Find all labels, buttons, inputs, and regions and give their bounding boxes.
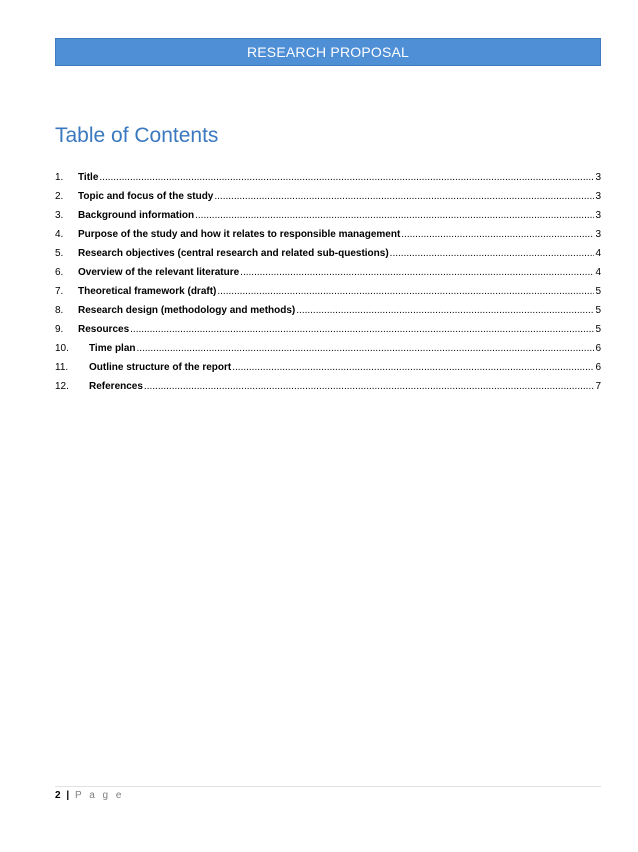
toc-entry-label[interactable]: Overview of the relevant literature	[78, 267, 240, 278]
toc-list	[55, 172, 601, 400]
toc-entry-page: 3	[595, 229, 601, 240]
footer-separator: |	[66, 790, 70, 801]
toc-entry-time-plan[interactable]	[55, 343, 601, 362]
toc-leader-dots	[195, 210, 594, 221]
toc-entry-title[interactable]	[55, 172, 601, 191]
toc-entry-background[interactable]	[55, 210, 601, 229]
toc-leader-dots	[144, 381, 595, 392]
footer-page-label: P a g e	[74, 790, 124, 801]
toc-entry-framework[interactable]	[55, 286, 601, 305]
toc-entry-page: 7	[595, 381, 601, 392]
toc-entry-label[interactable]: Topic and focus of the study	[78, 191, 214, 202]
toc-entry-number: 11.	[55, 362, 69, 373]
footer-page-number: 2	[55, 790, 61, 801]
toc-entry-number: 1.	[55, 172, 64, 183]
toc-entry-literature[interactable]	[55, 267, 601, 286]
toc-entry-number: 9.	[55, 324, 64, 335]
toc-entry-label[interactable]: Research objectives (central research and related sub-questions)	[78, 248, 389, 259]
toc-entry-label[interactable]: Resources	[78, 324, 130, 335]
toc-entry-page: 4	[595, 248, 601, 259]
toc-leader-dots	[240, 267, 594, 278]
footer-divider	[55, 786, 601, 787]
toc-entry-page: 3	[595, 191, 601, 202]
toc-entry-label[interactable]: Purpose of the study and how it relates to responsible management	[78, 229, 401, 240]
toc-entry-page: 6	[595, 343, 601, 354]
toc-leader-dots	[130, 324, 594, 335]
toc-entry-label[interactable]: References	[89, 381, 143, 392]
toc-leader-dots	[99, 172, 594, 183]
toc-leader-dots	[296, 305, 594, 316]
toc-entry-design[interactable]	[55, 305, 601, 324]
toc-entry-number: 12.	[55, 381, 69, 392]
toc-entry-page: 5	[595, 324, 601, 335]
toc-entry-number: 10.	[55, 343, 69, 354]
toc-entry-label[interactable]: Theoretical framework (draft)	[78, 286, 217, 297]
toc-leader-dots	[232, 362, 594, 373]
toc-entry-label[interactable]: Title	[78, 172, 99, 183]
toc-entry-label[interactable]: Time plan	[89, 343, 136, 354]
toc-entry-number: 2.	[55, 191, 64, 202]
toc-entry-page: 6	[595, 362, 601, 373]
toc-entry-page: 5	[595, 305, 601, 316]
toc-entry-references[interactable]	[55, 381, 601, 400]
toc-entry-number: 8.	[55, 305, 64, 316]
toc-leader-dots	[137, 343, 595, 354]
toc-entry-page: 3	[595, 172, 601, 183]
toc-entry-page: 3	[595, 210, 601, 221]
toc-entry-number: 6.	[55, 267, 64, 278]
toc-entry-label[interactable]: Background information	[78, 210, 195, 221]
toc-heading: Table of Contents	[55, 124, 219, 147]
toc-entry-purpose[interactable]	[55, 229, 601, 248]
page-footer	[55, 790, 124, 801]
header-title: RESEARCH PROPOSAL	[246, 44, 410, 60]
toc-entry-number: 3.	[55, 210, 64, 221]
header-bar	[55, 38, 601, 66]
toc-entry-number: 5.	[55, 248, 64, 259]
toc-leader-dots	[217, 286, 594, 297]
toc-entry-topic[interactable]	[55, 191, 601, 210]
toc-leader-dots	[390, 248, 595, 259]
toc-entry-page: 5	[595, 286, 601, 297]
toc-entry-resources[interactable]	[55, 324, 601, 343]
toc-entry-number: 7.	[55, 286, 64, 297]
toc-entry-label[interactable]: Research design (methodology and methods)	[78, 305, 296, 316]
toc-entry-objectives[interactable]	[55, 248, 601, 267]
toc-leader-dots	[214, 191, 594, 202]
toc-entry-number: 4.	[55, 229, 64, 240]
toc-entry-outline[interactable]	[55, 362, 601, 381]
toc-entry-label[interactable]: Outline structure of the report	[89, 362, 232, 373]
toc-entry-page: 4	[595, 267, 601, 278]
toc-leader-dots	[401, 229, 594, 240]
